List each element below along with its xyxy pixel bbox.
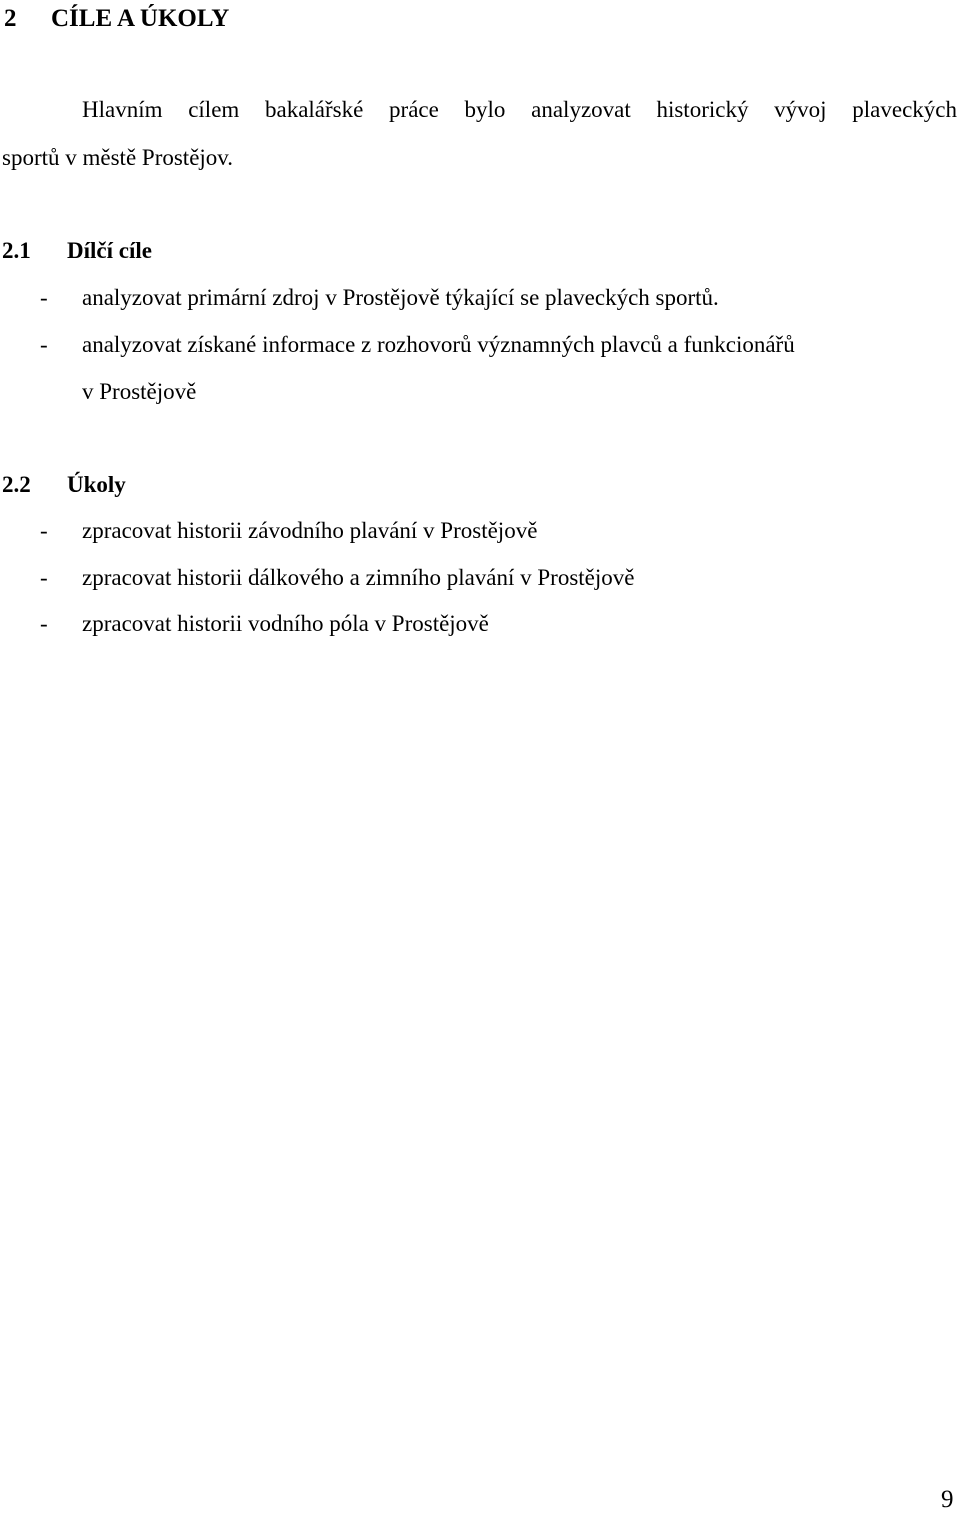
list-marker: -: [40, 611, 48, 636]
list-marker: -: [40, 285, 48, 310]
section-goals-number: 2.1: [2, 238, 31, 263]
intro-line-2: sportů v městě Prostějov.: [2, 145, 234, 170]
chapter-number: 2: [4, 5, 17, 32]
list-item-text: zpracovat historii závodního plavání v Prostějově: [82, 518, 538, 543]
section-tasks-title: Úkoly: [67, 472, 126, 497]
section-goals-title: Dílčí cíle: [67, 238, 152, 263]
intro-line-1: Hlavním cílem bakalářské práce bylo analyzovat historický vývoj plaveckých: [82, 97, 957, 122]
list-marker: -: [40, 332, 48, 357]
list-marker: -: [40, 565, 48, 590]
section-tasks-number: 2.2: [2, 472, 31, 497]
list-item-text: zpracovat historii vodního póla v Prostějově: [82, 611, 489, 636]
list-item-text: analyzovat získané informace z rozhovorů významných plavců a funkcionářů: [82, 332, 795, 357]
list-marker: -: [40, 518, 48, 543]
list-item-text: analyzovat primární zdroj v Prostějově týkající se plaveckých sportů.: [82, 285, 719, 310]
list-item-continuation: v Prostějově: [82, 379, 197, 404]
chapter-title: CÍLE A ÚKOLY: [51, 5, 230, 32]
list-item-text: zpracovat historii dálkového a zimního plavání v Prostějově: [82, 565, 635, 590]
page-number: 9: [941, 1486, 954, 1513]
